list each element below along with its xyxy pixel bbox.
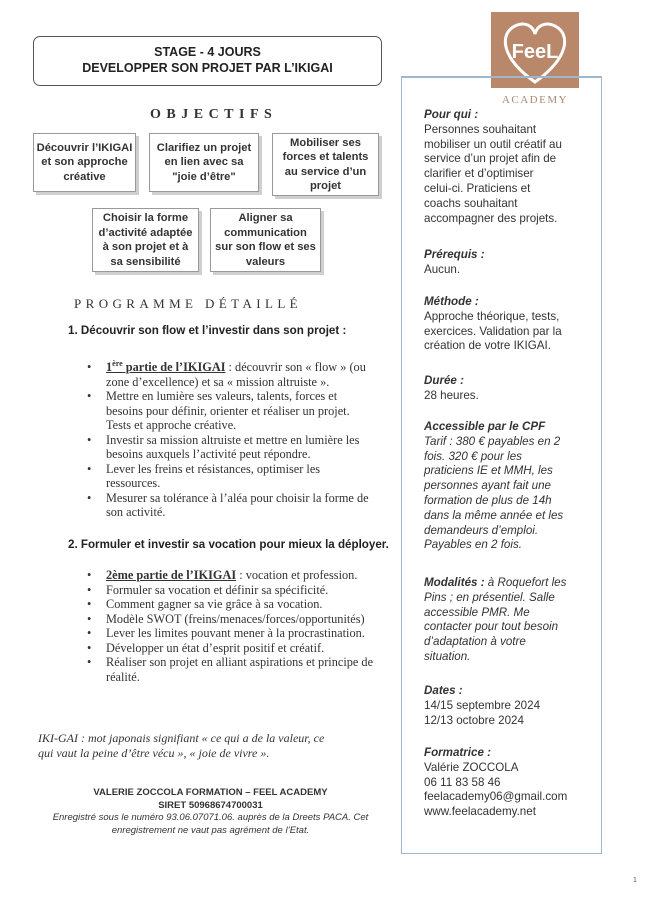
duree-label: Durée : [424, 374, 464, 387]
bullet-icon: • [87, 490, 92, 505]
bullet-text: : vocation et profession. [236, 568, 358, 582]
pour-qui-text: celui-ci. Praticiens et [424, 181, 531, 195]
ikigai-definition [38, 731, 383, 760]
bullet-text: Lever les freins et résistances, optimiser les [106, 461, 321, 476]
pour-qui-text: accompagner des projets. [424, 211, 558, 225]
list-item [87, 655, 387, 684]
objective-text: à son projet et à [102, 241, 189, 253]
title-line-2: DEVELOPPER SON PROJET PAR L’IKIGAI [82, 61, 333, 75]
list-item [87, 641, 387, 656]
bullet-text: Comment gagner sa vie grâce à sa vocation. [106, 597, 323, 611]
methode-block [424, 295, 598, 354]
part-1-title [106, 360, 225, 374]
bullet-icon: • [87, 626, 92, 640]
modalites-text: d’adaptation à votre [424, 635, 526, 649]
bullet-text: Investir sa mission altruiste et mettre en lumière les [106, 432, 360, 447]
objective-box [210, 208, 321, 272]
modalites-text: Pins ; en présentiel. Salle [424, 590, 555, 604]
formatrice-block [424, 746, 598, 820]
objective-text: Découvrir l’IKIGAI [36, 141, 133, 154]
bullet-icon: • [87, 432, 92, 447]
bullet-text: son activité. [106, 505, 166, 519]
pour-qui-block [424, 108, 598, 226]
bullet-text: Réaliser son projet en alliant aspirations et principe de [106, 655, 374, 669]
bullet-text: zone d’excellence) et sa « mission altruiste ». [106, 374, 330, 389]
cpf-text: Tarif : 380 € payables en 2 [424, 434, 561, 448]
list-item [87, 491, 387, 520]
objective-text: créative [63, 170, 106, 183]
pour-qui-text: service d’un projet afin de [424, 152, 557, 166]
cpf-text: formation de plus de 14h [424, 493, 552, 507]
bullet-text: réalité. [106, 669, 140, 684]
bullet-icon: • [87, 640, 92, 655]
modalites-text: situation. [424, 649, 471, 663]
list-item [87, 433, 387, 462]
dates-label: Dates : [424, 684, 463, 697]
dates-block [424, 684, 598, 728]
methode-text: création de votre IKIGAI. [424, 339, 551, 353]
trainer-website: www.feelacademy.net [424, 805, 536, 819]
objective-box [149, 133, 259, 192]
objective-box [272, 133, 379, 196]
objective-text: et son approche [41, 156, 128, 169]
section-2-list [87, 568, 387, 684]
objective-text: "joie d’être" [172, 170, 236, 183]
list-item [87, 360, 387, 389]
logo-main-text: FeeL [511, 41, 559, 63]
objective-text: sa sensibilité [110, 255, 181, 268]
part-2-title: 2ème partie de l’IKIGAI [106, 568, 237, 582]
objective-text: Choisir la forme [102, 212, 189, 224]
bullet-text: Lever les limites pouvant mener à la procrastination. [106, 626, 365, 640]
objectives-heading: OBJECTIFS [150, 107, 278, 122]
objective-box [92, 208, 199, 272]
bullet-text: Tests et approche créative. [106, 418, 237, 432]
prerequis-text: Aucun. [424, 262, 461, 276]
list-item [87, 597, 387, 612]
objective-text: projet [309, 180, 342, 192]
objective-text: forces et talents [282, 151, 369, 163]
pour-qui-label: Pour qui : [424, 108, 479, 121]
trainer-email: feelacademy06@gmail.com [424, 790, 568, 804]
dates-text: 14/15 septembre 2024 [424, 698, 541, 712]
bullet-icon: • [87, 611, 92, 626]
bullet-icon: • [87, 597, 92, 611]
part-1-sup: ère [112, 358, 123, 368]
methode-text: Approche théorique, tests, [424, 309, 560, 323]
objective-text: communication [224, 226, 307, 239]
list-item [87, 583, 387, 598]
dates-text: 12/13 octobre 2024 [424, 713, 524, 727]
bullet-text: Mesurer sa tolérance à l’aléa pour choisir la forme de [106, 490, 369, 505]
cpf-text: Payables en 2 fois. [424, 538, 522, 552]
objective-text: au service d’un [284, 165, 367, 178]
bullet-icon: • [87, 461, 92, 476]
section-1-title: 1. Découvrir son flow et l’investir dans son projet : [68, 324, 347, 337]
formatrice-label: Formatrice : [424, 746, 492, 759]
list-item [87, 626, 387, 641]
objective-text: d’activité adaptée [98, 226, 193, 239]
methode-label: Méthode : [424, 295, 479, 308]
list-item [87, 462, 387, 491]
footer-registration: enregistrement ne vaut pas agrément de l’Etat. [111, 824, 310, 836]
list-item [87, 389, 387, 433]
bullet-text: : découvrir son « flow » (ou [225, 360, 366, 374]
part-1-title-text: partie de l’IKIGAI [122, 360, 226, 374]
bullet-text: Mettre en lumière ses valeurs, talents, forces et [106, 389, 338, 403]
objective-text: sur son flow et ses [215, 241, 316, 253]
modalites-block [424, 576, 598, 665]
part-1-ordinal: 1 [106, 360, 113, 374]
bullet-icon: • [87, 389, 92, 403]
cpf-label: Accessible par le CPF [424, 420, 546, 433]
definition-text: qui vaut la peine d’être vécu », « joie de vivre ». [38, 745, 270, 760]
programme-heading: PROGRAMME DÉTAILLÉ [74, 296, 303, 311]
list-item [87, 568, 387, 583]
trainer-name: Valérie ZOCCOLA [424, 760, 519, 774]
methode-text: exercices. Validation par la [424, 324, 562, 338]
bullet-text: besoins auxquels l’activité peut répondre. [106, 447, 311, 461]
cpf-text: fois. 320 € pour les [424, 449, 522, 463]
footer-siret: SIRET 50968674700031 [158, 799, 263, 811]
definition-text: IKI-GAI : mot japonais signifiant « ce qui a de la valeur, ce [38, 731, 325, 745]
footer-registration: Enregistré sous le numéro 93.06.07071.06. auprès de la Dreets PACA. Cet [52, 812, 369, 823]
bullet-text: Modèle SWOT (freins/menaces/forces/opportunités) [106, 611, 365, 626]
bullet-text: Formuler sa vocation et définir sa spécificité. [106, 582, 329, 597]
cpf-text: praticiens IE et MMH, les [424, 464, 553, 478]
bullet-text: ressources. [106, 476, 161, 490]
cpf-text: dans la même année et les [424, 508, 564, 522]
trainer-phone: 06 11 83 58 46 [424, 775, 501, 789]
objective-box [33, 133, 136, 192]
modalites-text: à Roquefort les [484, 576, 567, 589]
footer-company: VALERIE ZOCCOLA FORMATION – FEEL ACADEMY [93, 787, 328, 798]
cpf-block [424, 420, 598, 553]
bullet-text: besoins pour définir, orienter et réaliser un projet. [106, 403, 350, 418]
title-line-1: STAGE - 4 JOURS [154, 45, 261, 59]
footer [38, 787, 383, 837]
modalites-text: contacter pour tout besoin [424, 620, 559, 634]
duree-block [424, 374, 598, 404]
section-2-title: 2. Formuler et investir sa vocation pour mieux la déployer. [68, 538, 389, 551]
objective-text: Aligner sa [238, 212, 293, 224]
cpf-text: demandeurs d’emploi. [424, 523, 539, 537]
duree-text: 28 heures. [424, 388, 479, 402]
bullet-icon: • [87, 582, 92, 597]
pour-qui-text: mobiliser un outil créatif au [424, 137, 562, 151]
bullet-icon: • [87, 655, 92, 669]
title-box [33, 36, 382, 86]
objective-text: en lien avec sa [164, 156, 244, 169]
prerequis-label: Prérequis : [424, 248, 485, 261]
modalites-label: Modalités : [424, 576, 485, 589]
modalites-text: accessible PMR. Me [424, 605, 530, 619]
bullet-text: Développer un état d’esprit positif et créatif. [106, 640, 325, 655]
bullet-icon: • [87, 568, 92, 582]
page-number: 1 [633, 877, 637, 884]
prerequis-block [424, 248, 598, 278]
pour-qui-text: clarifier et d’optimiser [424, 167, 534, 181]
logo-sub-text: ACADEMY [501, 94, 569, 106]
objective-text: valeurs [245, 255, 286, 268]
section-1-list [87, 360, 387, 520]
list-item [87, 612, 387, 627]
bullet-icon: • [87, 360, 92, 374]
cpf-text: personnes ayant fait une [424, 479, 551, 493]
objective-text: Clarifiez un projet [156, 141, 252, 154]
objective-text: Mobiliser ses [290, 136, 361, 149]
pour-qui-text: coachs souhaitant [424, 196, 518, 210]
pour-qui-text: Personnes souhaitant [424, 122, 537, 136]
